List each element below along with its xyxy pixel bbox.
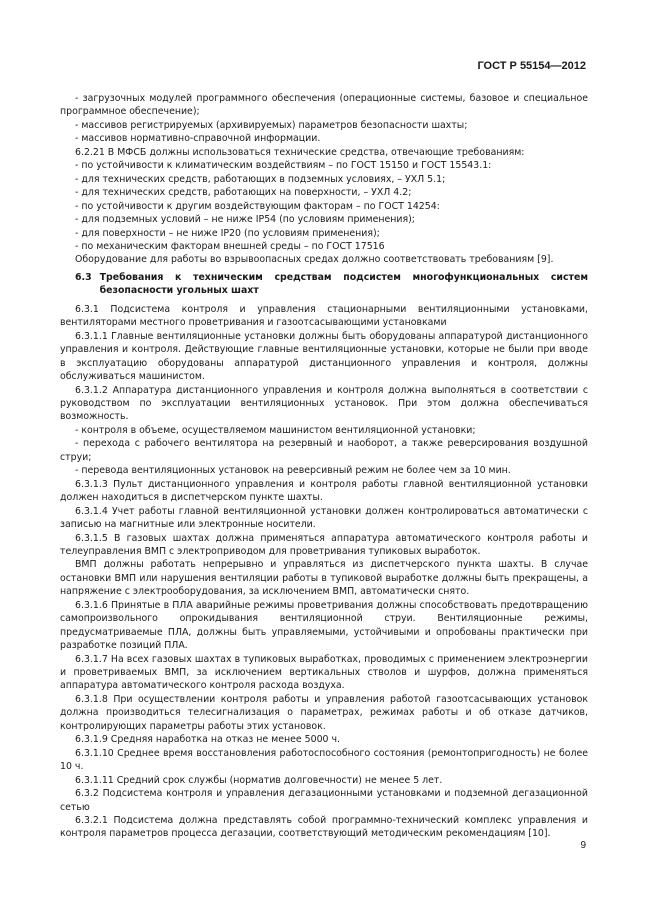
paragraph: 6.3.1.3 Пульт дистанционного управления и контроля работы главной вентиляционной установки должен находиться в диспетчерском пункте шахты. xyxy=(60,478,588,504)
paragraph: 6.3.1.5 В газовых шахтах должна применяться аппаратура автоматического контроля работы и телеуправления ВМП с электроприводом для проветривания тупиковых выработок. xyxy=(60,532,588,557)
paragraph: - по устойчивости к другим воздействующим факторам – по ГОСТ 14254: xyxy=(75,200,440,212)
paragraph: - перевода вентиляционных установок на реверсивный режим не более чем за 10 мин. xyxy=(75,465,511,477)
paragraph: - массивов регистрируемых (архивируемых) параметров безопасности шахты; xyxy=(75,119,468,131)
paragraph: - для технических средств, работающих на поверхности, – УХЛ 4.2; xyxy=(75,187,412,199)
paragraph: - массивов нормативно-справочной информации. xyxy=(75,133,321,145)
paragraph: 6.3.1.4 Учет работы главной вентиляционной установки должен контролироваться автоматически с записью на магнитные или электронные носители. xyxy=(60,505,588,531)
paragraph: - по механическим факторам внешней среды – по ГОСТ 17516 xyxy=(75,240,385,252)
paragraph: Оборудование для работы во взрывоопасных средах должно соответствовать требованиям [9]. xyxy=(75,254,554,266)
paragraph: 6.2.21 В МФСБ должны использоваться технические средства, отвечающие требованиям: xyxy=(75,146,525,158)
paragraph: - для поверхности – не ниже IP20 (по условиям применения); xyxy=(75,227,380,239)
section-title: Требования к техническим средствам подсистем многофункциональных систем безопасности угольных шахт xyxy=(99,271,588,297)
paragraph: - по устойчивости к климатическим воздействиям – по ГОСТ 15150 и ГОСТ 15543.1: xyxy=(75,160,492,172)
paragraph: 6.3.1.1 Главные вентиляционные установки должны быть оборудованы аппаратурой дистанционного управления и контроля. Действующие главные вентиляционные установки, которые не были при вводе в эксплуатацию оборудованы аппаратурой дистанционного управления и контроля, должны обслуживаться машинистом. xyxy=(60,330,588,383)
paragraph: 6.3.2.1 Подсистема должна представлять собой программно-технический комплекс управления и контроля параметров процесса дегазации, соответствующий методическим рекомендациям [10]. xyxy=(60,815,588,840)
paragraph: 6.3.2 Подсистема контроля и управления дегазационными установками и подземной дегазационной сетью xyxy=(60,788,588,813)
paragraph: 6.3.1.6 Принятые в ПЛА аварийные режимы проветривания должны способствовать предотвращению самопроизвольного опрокидывания вентиляционной струи. Вентиляционные режимы, предусматриваемые ПЛА, должны быть управляемыми, устойчивыми и опробованы практически при разработке позиций ПЛА. xyxy=(60,599,588,652)
paragraph: - для подземных условий – не ниже IP54 (по условиям применения); xyxy=(75,214,415,226)
paragraph: 6.3.1.8 При осуществлении контроля работы и управления работой газоотсасывающих установок должна производиться телесигнализация о параметрах, режимах работы и об отказе датчиков, контролирующих параметры работы этих установок. xyxy=(60,693,588,732)
paragraph: ВМП должны работать непрерывно и управляться из диспетчерского пункта шахты. В случае остановки ВМП или нарушения вентиляции работы в тупиковой выработке должны быть прекращены, а напряжение с электрооборудования, за исключением ВМП, автоматически снято. xyxy=(60,559,588,598)
paragraph: 6.3.1.11 Средний срок службы (норматив долговечности) не менее 5 лет. xyxy=(75,774,443,786)
paragraph: 6.3.1.10 Среднее время восстановления работоспособного состояния (ремонтопригодность) не более 10 ч. xyxy=(60,747,588,773)
paragraph: - перехода с рабочего вентилятора на резервный и наоборот, а также реверсирования воздушной струи; xyxy=(60,438,588,463)
document-header: ГОСТ Р 55154—2012 xyxy=(477,60,586,72)
page-number: 9 xyxy=(580,840,586,851)
paragraph: 6.3.1.2 Аппаратура дистанционного управления и контроля должна выполняться в соответствии с руководством по эксплуатации вентиляционных установок. При этом должна обеспечиваться возможность. xyxy=(60,384,588,423)
paragraph: 6.3.1.9 Средняя наработка на отказ не менее 5000 ч. xyxy=(75,734,340,746)
paragraph: 6.3.1 Подсистема контроля и управления стационарными вентиляционными установками, вентиляторами местного проветривания и газоотсасывающими установками xyxy=(60,303,588,329)
section-number: 6.3 xyxy=(75,271,92,283)
paragraph: - контроля в объеме, осуществляемом машинистом вентиляционной установки; xyxy=(75,424,476,436)
section-heading xyxy=(60,271,588,298)
document-body xyxy=(60,92,588,841)
paragraph: 6.3.1.7 На всех газовых шахтах в тупиковых выработках, проводимых с применением электроэнергии и проветриваемых ВМП, за исключением вертикальных стволов и шурфов, должна применяться аппаратура автоматического контроля расхода воздуха. xyxy=(60,653,588,692)
paragraph: - для технических средств, работающих в подземных условиях, – УХЛ 5.1; xyxy=(75,173,446,185)
paragraph: - загрузочных модулей программного обеспечения (операционные системы, базовое и специальное программное обеспечение); xyxy=(60,93,588,118)
